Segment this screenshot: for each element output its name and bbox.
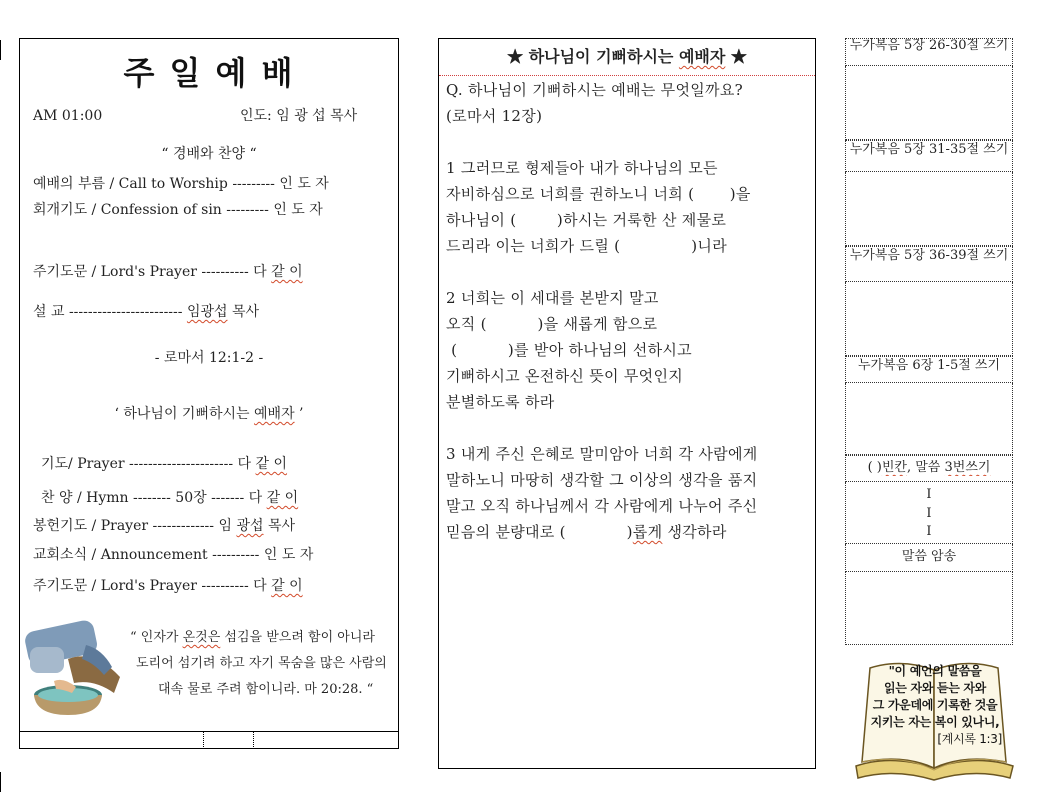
quote-line: 대속 물로 주려 함이니라. 마 20:28. “ (158, 682, 374, 697)
quote-line: 도리어 섬기려 하고 자기 목숨을 많은 사람의 (136, 656, 387, 671)
writing-label-box (845, 356, 1013, 383)
writing-label-box (845, 140, 1013, 172)
writing-space[interactable] (845, 572, 1013, 645)
verse-line: 오직 ( )을 새롭게 함으로 (446, 315, 658, 333)
writing-label: 누가복음 5장 31-35절 쓰기 (849, 142, 1009, 157)
bible-verse-ref: [계시록 1:3] (937, 732, 1002, 746)
bible-verse-line: 읽는 자와 듣는 자와 (884, 681, 986, 695)
scripture-passage: - 로마서 12:1-2 - (154, 350, 264, 366)
page-title: 주 일 예 배 (123, 54, 295, 92)
bible-verse-line: 지키는 자는 복이 있나니, (870, 715, 1000, 729)
verse-line: 드리라 이는 너희가 드릴 ( )니라 (446, 237, 728, 255)
writing-label-box (845, 38, 1013, 66)
service-time: AM 01:00 (33, 108, 103, 124)
blank-instruction-box (845, 455, 1013, 482)
writing-space[interactable] (845, 383, 1013, 455)
verse-line: 1 그러므로 형제들아 내가 하나님의 모든 (446, 159, 718, 177)
tally-mark: I (926, 524, 932, 539)
order-item-sermon: 설 교 ------------------------ 임광섭 목사 (33, 304, 260, 320)
bible-verse-line: 그 가운데에 기록한 것을 (872, 698, 998, 712)
worksheet-panel (438, 38, 816, 769)
order-item: 회개기도 / Confession of sin --------- 인 도 자 (33, 202, 323, 218)
foot-washing-illustration (24, 619, 128, 719)
worship-order-panel (19, 38, 399, 749)
writing-space[interactable] (845, 66, 1013, 140)
verse-line: 하나님이 ( )하시는 거룩한 산 제물로 (446, 211, 727, 229)
order-item: 예배의 부름 / Call to Worship --------- 인 도 자 (33, 176, 329, 192)
footer-divider (203, 731, 204, 749)
writing-space[interactable] (845, 282, 1013, 356)
question-text: Q. 하나님이 기뻐하시는 예배는 무엇일까요? (446, 81, 743, 99)
writing-space[interactable] (845, 172, 1013, 246)
verse-line: 기뻐하시고 온전하신 뜻이 무엇인지 (446, 367, 684, 385)
verse-line: 자비하심으로 너희를 권하노니 너희 ( )을 (446, 185, 751, 203)
verse-line: 믿음의 분량대로 ( )롭게 생각하라 (446, 523, 727, 541)
star-icon: ★ (730, 47, 747, 66)
order-item: 봉헌기도 / Prayer ------------- 임 광섭 목사 (33, 518, 296, 534)
order-item: 주기도문 / Lord's Prayer ---------- 다 같 이 (33, 578, 303, 594)
writing-label: 누가복음 5장 26-30절 쓰기 (849, 38, 1009, 53)
memory-label-box (845, 544, 1013, 572)
blank-instruction: ( )빈칸, 말씀 3번쓰기 (867, 460, 991, 475)
worksheet-body (446, 77, 758, 545)
order-item: 교회소식 / Announcement ---------- 인 도 자 (33, 547, 314, 563)
memory-label: 말씀 암송 (901, 549, 957, 564)
writing-label-box (845, 246, 1013, 282)
footer-strip (20, 731, 398, 732)
question-ref: (로마서 12장) (446, 107, 543, 125)
title-rule (439, 75, 815, 76)
verse-line: 2 너희는 이 세대를 본받지 말고 (446, 289, 659, 307)
crop-mark (0, 40, 1, 60)
worksheet-title: ★ 하나님이 기뻐하시는 예배자 ★ (507, 47, 747, 66)
writing-label: 누가복음 5장 36-39절 쓰기 (849, 248, 1009, 263)
section-heading: “ 경배와 찬양 “ (161, 146, 257, 162)
tally-mark: I (926, 506, 932, 521)
order-item: 기도/ Prayer ---------------------- 다 같 이 (41, 456, 288, 472)
footer-divider (253, 731, 254, 749)
order-item: 찬 양 / Hymn -------- 50장 ------- 다 같 이 (41, 490, 299, 506)
star-icon: ★ (507, 47, 524, 66)
verse-line: 말하노니 마땅히 생각할 그 이상의 생각을 품지 (446, 471, 758, 489)
service-leader: 인도: 임 광 섭 목사 (240, 108, 358, 124)
writing-label: 누가복음 6장 1-5절 쓰기 (857, 358, 1001, 373)
sermon-title: ‘ 하나님이 기뻐하시는 예배자 ’ (114, 406, 304, 422)
tally-mark: I (926, 487, 932, 502)
verse-line: 분별하도록 하라 (446, 393, 555, 411)
bible-verse-line: "이 예언의 말씀을 (888, 664, 982, 678)
crop-mark (0, 772, 1, 792)
bible-verse (862, 663, 1008, 748)
verse-line: 말고 오직 하나님께서 각 사람에게 나누어 주신 (446, 497, 758, 515)
quote-line: “ 인자가 온것은 섬김을 받으려 함이 아니라 (130, 630, 375, 645)
tally-box (845, 482, 1013, 544)
order-item: 주기도문 / Lord's Prayer ---------- 다 같 이 (33, 264, 303, 280)
verse-line: 3 내게 주신 은혜로 말미암아 너희 각 사람에게 (446, 445, 758, 463)
verse-line: ( )를 받아 하나님의 선하시고 (446, 341, 692, 359)
